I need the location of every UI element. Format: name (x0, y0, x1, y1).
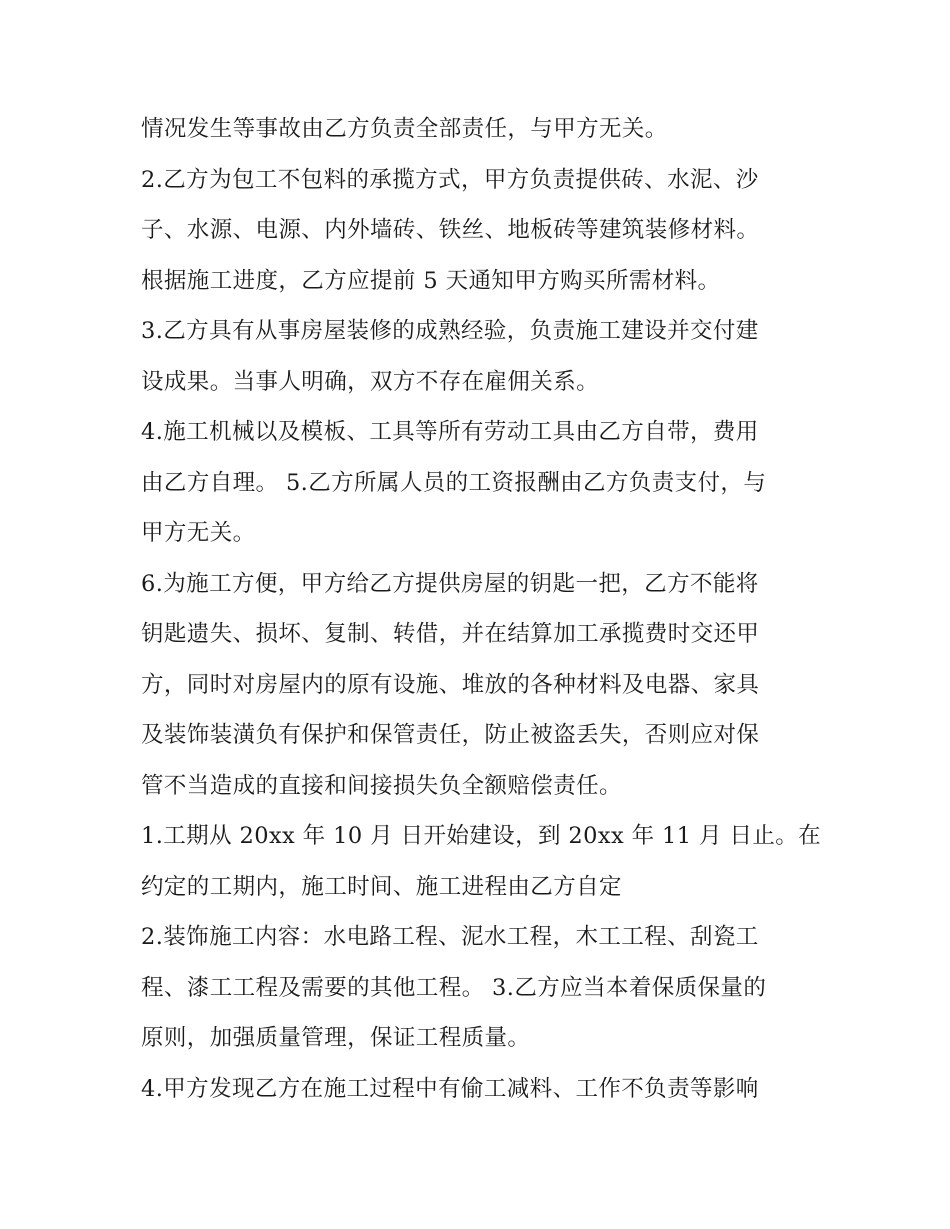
text-line: 设成果。当事人明确，双方不存在雇佣关系。 (141, 368, 600, 395)
text-line: 方，同时对房屋内的原有设施、堆放的各种材料及电器、家具 (141, 671, 760, 698)
text-line: 管不当造成的直接和间接损失负全额赔偿责任。 (141, 772, 622, 799)
text-line: 4.施工机械以及模板、工具等所有劳动工具由乙方自带，费用 (141, 419, 759, 445)
text-line: 由乙方自理。 5.乙方所属人员的工资报酬由乙方负责支付，与 (141, 469, 767, 496)
text-line: 3.乙方具有从事房屋装修的成熟经验，负责施工建设并交付建 (141, 318, 759, 344)
text-line: 钥匙遗失、损坏、复制、转借，并在结算加工承揽费时交还甲 (141, 621, 760, 647)
text-line: 约定的工期内，施工时间、施工进程由乙方自定 (141, 873, 622, 900)
text-line: 4.甲方发现乙方在施工过程中有偷工减料、工作不负责等影响 (141, 1075, 759, 1102)
text-line: 甲方无关。 (141, 520, 256, 546)
text-line: 2.乙方为包工不包料的承揽方式，甲方负责提供砖、水泥、沙 (141, 166, 759, 193)
text-line: 原则，加强质量管理，保证工程质量。 (141, 1025, 531, 1051)
text-line: 子、水源、电源、内外墙砖、铁丝、地板砖等建筑装修材料。 (141, 217, 760, 243)
text-line: 及装饰装潢负有保护和保管责任，防止被盗丢失，否则应对保 (141, 722, 760, 748)
text-line: 1.工期从 20xx 年 10 月 日开始建设，到 20xx 年 11 月 日止。在 (141, 823, 822, 849)
text-line: 程、漆工工程及需要的其他工程。 3.乙方应当本着保质保量的 (141, 974, 767, 1001)
text-line: 6.为施工方便，甲方给乙方提供房屋的钥匙一把，乙方不能将 (141, 570, 759, 597)
contract-text (141, 104, 822, 1114)
text-line: 根据施工进度，乙方应提前 5 天通知甲方购买所需材料。 (141, 267, 721, 294)
text-line: 2.装饰施工内容：水电路工程、泥水工程，木工工程、刮瓷工 (141, 924, 759, 950)
text-line: 情况发生等事故由乙方负责全部责任，与甲方无关。 (141, 116, 668, 142)
